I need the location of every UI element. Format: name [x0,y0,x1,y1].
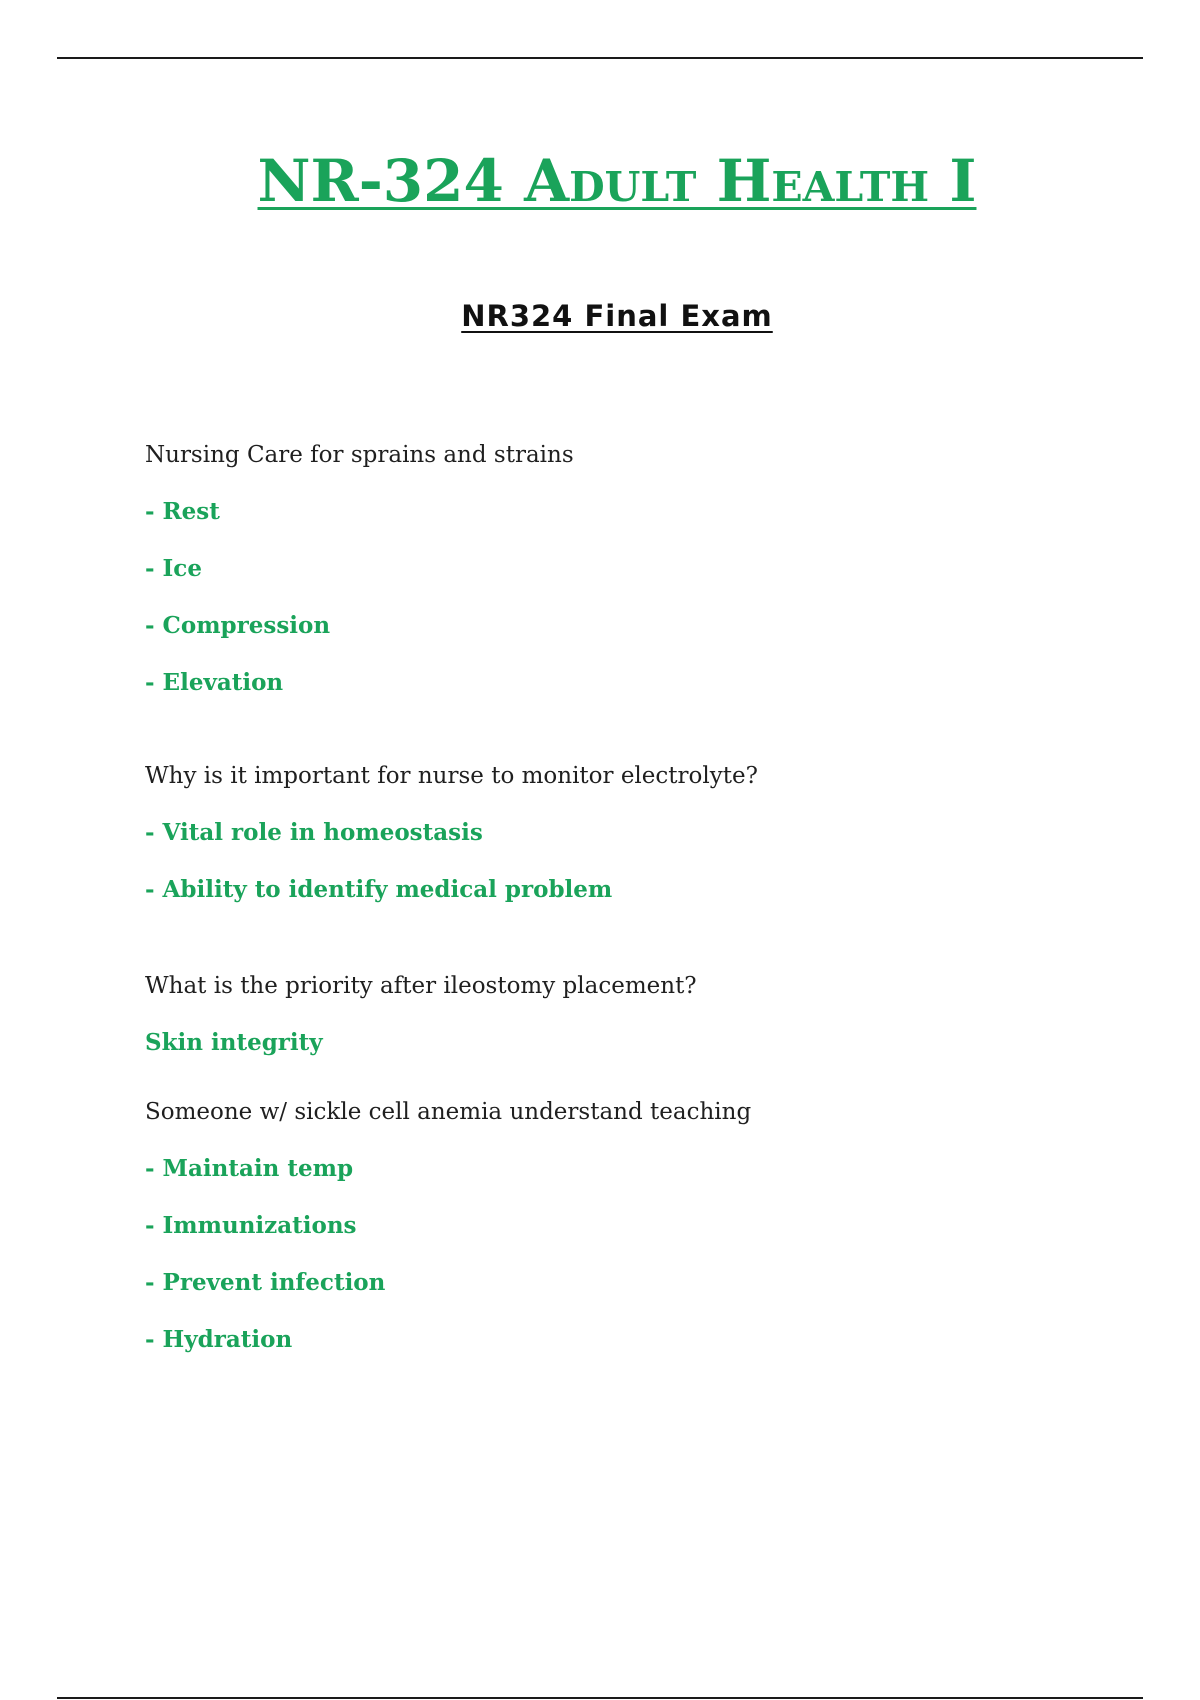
answer-text: - Maintain temp [145,1155,354,1182]
question-text: Someone w/ sickle cell anemia understand teaching [145,1099,752,1125]
answer-text: - Prevent infection [145,1269,386,1296]
qa-list [145,440,1095,1355]
answer-text: - Hydration [145,1326,293,1353]
document-title [0,146,1200,216]
document-title-text: NR-324 Adult Health I [257,147,977,215]
answer-text: - Rest [145,498,220,525]
answer-text: - Ability to identify medical problem [145,876,613,903]
question-text: Why is it important for nurse to monitor electrolyte? [145,763,758,789]
document-subtitle-text: NR324 Final Exam [461,299,773,333]
top-divider [57,57,1143,59]
question-text: Nursing Care for sprains and strains [145,442,574,468]
qa-item-sprains [145,440,1095,698]
qa-item-sickle-cell [145,1097,1095,1355]
answer-text: - Immunizations [145,1212,357,1239]
question-text: What is the priority after ileostomy placement? [145,973,697,999]
answer-text: - Elevation [145,669,284,696]
bottom-divider [57,1697,1143,1699]
answer-text: Skin integrity [145,1029,323,1056]
answer-text: - Vital role in homeostasis [145,819,483,846]
answer-text: - Compression [145,612,331,639]
document-subtitle [0,298,1200,334]
qa-item-electrolytes [145,761,1095,905]
answer-text: - Ice [145,555,202,582]
qa-item-ileostomy [145,971,1095,1058]
